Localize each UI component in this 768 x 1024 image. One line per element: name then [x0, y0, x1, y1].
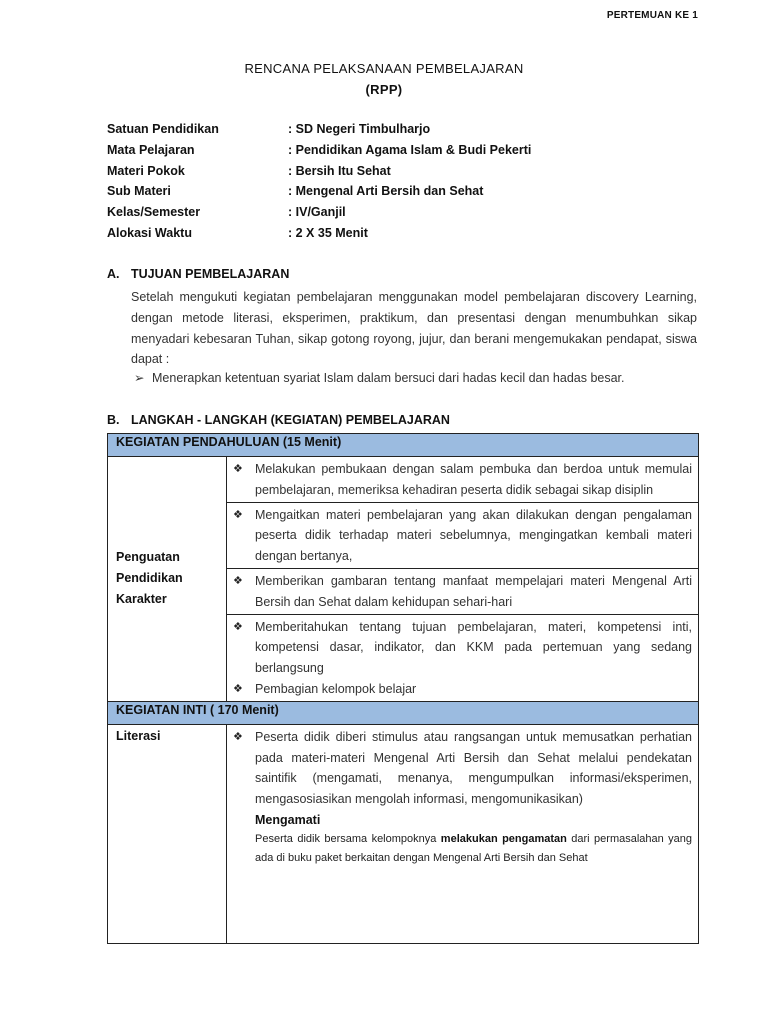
activity-cell: [227, 457, 699, 503]
list-item-text: Memberikan gambaran tentang manfaat mempelajari materi Mengenal Arti Bersih dan Sehat dalam kehidupan sehari-hari: [255, 573, 693, 609]
list-item: [233, 727, 692, 810]
character-label-line: Penguatan: [116, 550, 180, 565]
info-row: [107, 164, 707, 185]
info-row: [107, 205, 707, 226]
character-label-cell: [108, 457, 227, 702]
list-item: [233, 459, 692, 501]
observe-text: Peserta didik bersama kelompoknya: [255, 832, 441, 845]
activity-cell: [227, 724, 699, 943]
diamond-bullet-icon: ❖: [233, 574, 243, 587]
list-item-text: Memberitahukan tentang tujuan pembelajaran, materi, kompetensi inti, kompetensi dasar, indikator, dan KKM pada pertemuan yang sedang berlangsung: [255, 619, 693, 676]
activity-table: [107, 433, 699, 944]
character-label-line: Karakter: [116, 592, 167, 607]
section-b-heading: [107, 413, 450, 427]
activity-cell: [227, 568, 699, 614]
info-row: [107, 226, 707, 247]
info-label: Mata Pelajaran: [107, 142, 195, 157]
section-number: A.: [107, 267, 120, 281]
diamond-bullet-icon: ❖: [233, 508, 243, 521]
core-band: KEGIATAN INTI ( 170 Menit): [108, 701, 699, 724]
info-row: [107, 143, 707, 164]
observe-heading: Mengamati: [255, 812, 321, 827]
list-item: [233, 679, 692, 700]
document-title: RENCANA PELAKSANAAN PEMBELAJARAN: [244, 61, 524, 76]
info-value: : SD Negeri Timbulharjo: [288, 122, 431, 136]
observe-text: dari permasalahan yang ada di buku paket berkaitan dengan Mengenal Arti Bersih dan Sehat: [255, 832, 693, 864]
section-number: B.: [107, 413, 120, 427]
learning-objective-paragraph: Setelah mengukuti kegiatan pembelajaran menggunakan model pembelajaran discovery Learning, dengan metode literasi, eksperimen, praktikum, dan presentasi dengan menumbuhkan sikap menyadari kebesaran Tuhan, sikap gotong royong, jujur, dan berani mengemukakan pendapat, siswa dapat :: [131, 290, 697, 367]
learning-goal: [134, 370, 625, 385]
character-label-line: Pendidikan: [116, 571, 183, 586]
diamond-bullet-icon: ❖: [233, 463, 243, 475]
list-item: [233, 571, 692, 613]
info-label: Materi Pokok: [107, 163, 185, 178]
info-label: Alokasi Waktu: [107, 225, 192, 240]
literacy-label: Literasi: [108, 724, 227, 943]
list-item-text: Peserta didik diberi stimulus atau rangsangan untuk memusatkan perhatian pada materi-materi Mengenal Arti Bersih dan Sehat melalui pendekatan saintifik (mengamati, menanya, mengumpulkan informasi/eksperimen, mengasosiasikan mengolah informasi, mengomunikasikan): [255, 729, 693, 807]
diamond-bullet-icon: ❖: [233, 620, 243, 633]
diamond-bullet-icon: ❖: [233, 730, 243, 743]
document-subtitle: (RPP): [365, 82, 403, 97]
observe-paragraph: [255, 830, 692, 868]
list-item: [233, 505, 692, 567]
info-row: [107, 122, 707, 143]
info-label: Sub Materi: [107, 184, 171, 199]
info-value: : 2 X 35 Menit: [288, 225, 368, 240]
info-value: : Bersih Itu Sehat: [288, 163, 391, 178]
table-row: [108, 457, 699, 503]
section-title: LANGKAH - LANGKAH (KEGIATAN) PEMBELAJARAN: [131, 413, 450, 427]
arrow-bullet-icon: ➢: [134, 371, 145, 385]
info-value: : Mengenal Arti Bersih dan Sehat: [288, 184, 484, 199]
info-label: Kelas/Semester: [107, 205, 201, 220]
intro-band: KEGIATAN PENDAHULUAN (15 Menit): [108, 434, 699, 457]
list-item: [233, 617, 692, 679]
table-row: [108, 724, 699, 943]
diamond-bullet-icon: ❖: [233, 682, 243, 695]
list-item-text: Pembagian kelompok belajar: [255, 681, 417, 696]
info-value: : IV/Ganjil: [288, 205, 346, 220]
table-row: [108, 701, 699, 724]
info-label: Satuan Pendidikan: [107, 122, 219, 136]
section-a-heading: [107, 267, 289, 281]
table-row: [108, 434, 699, 457]
identity-block: [107, 122, 707, 247]
goal-text: Menerapkan ketentuan syariat Islam dalam bersuci dari hadas kecil dan hadas besar.: [152, 371, 625, 385]
activity-cell: [227, 502, 699, 568]
meeting-label: PERTEMUAN KE 1: [606, 10, 698, 21]
info-value: : Pendidikan Agama Islam & Budi Pekerti: [288, 142, 532, 157]
section-title: TUJUAN PEMBELAJARAN: [131, 267, 290, 281]
observe-emphasis: melakukan pengamatan: [440, 832, 567, 845]
list-item-text: Mengaitkan materi pembelajaran yang akan dilakukan dengan pengalaman peserta didik terhadap materi sebelumnya, mengingatkan kembali materi dengan bertanya,: [255, 507, 693, 564]
list-item-text: Melakukan pembukaan dengan salam pembuka dan berdoa untuk memulai pembelajaran, memeriksa kehadiran peserta didik sebagai sikap disiplin: [255, 462, 693, 497]
info-row: [107, 184, 707, 205]
activity-cell: [227, 614, 699, 701]
